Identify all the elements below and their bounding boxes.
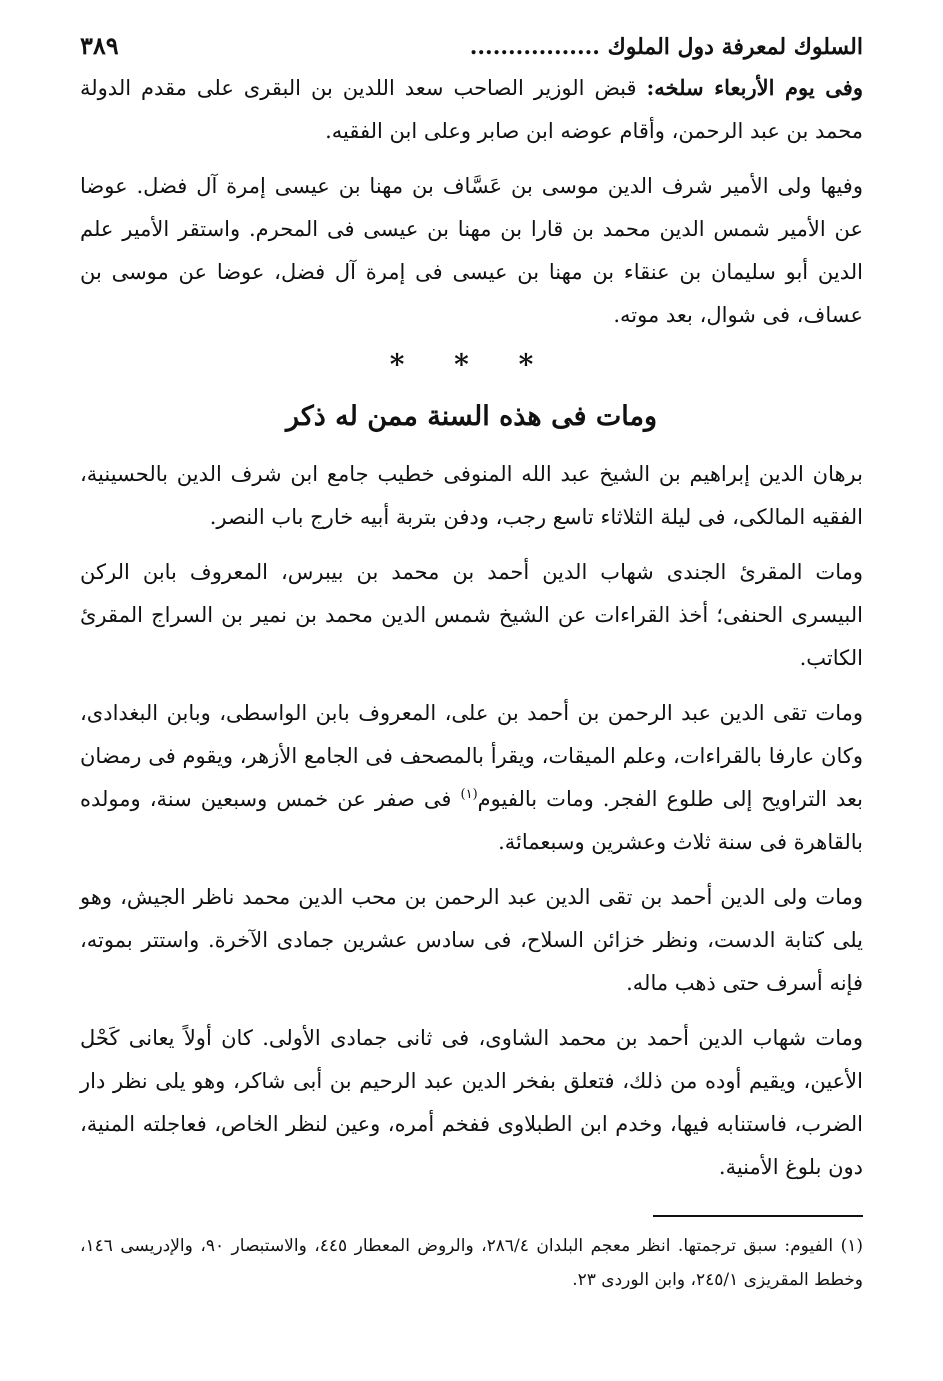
running-header: [80, 30, 863, 66]
paragraph-text: قبض الوزير الصاحب سعد اللدين بن البقرى على مقدم الدولة محمد بن عبد الرحمن، وأقام عوضه ابن صابر وعلى ابن الفقيه.: [80, 76, 863, 143]
obituary-entry: [80, 876, 863, 1005]
paragraph-lead: وفى يوم الأربعاء سلخه:: [646, 75, 863, 100]
footnote-marker: (١): [840, 1236, 863, 1256]
obituary-text: ومات تقى الدين عبد الرحمن بن أحمد بن على، المعروف بابن الواسطى، وبابن البغدادى، وكان عارفا بالقراءات، وعلم الميقات، ويقرأ بالمصحف فى الجامع الأزهر، ويقوم فى رمضان بعد التراويح إلى طلوع الفجر. ومات بالفيوم: [80, 701, 863, 811]
running-title: السلوك لمعرفة دول الملوك .................: [469, 34, 863, 60]
obituary-text: فى صفر عن خمس وسبعين سنة، ومولده بالقاهرة فى سنة ثلاث وعشرين وسبعمائة.: [80, 787, 863, 854]
section-heading: ومات فى هذه السنة ممن له ذكر: [285, 401, 658, 432]
footnote-reference[interactable]: (١): [460, 787, 478, 802]
footnote-divider: [653, 1215, 863, 1217]
paragraph-emirate: [80, 165, 863, 337]
obituary-text: برهان الدين إبراهيم بن الشيخ عبد الله المنوفى خطيب جامع ابن شرف الدين بالحسينية، الفقيه المالكى، فى ليلة الثلاثاء تاسع رجب، ودفن بتربة أبيه خارج باب النصر.: [80, 462, 863, 529]
obituary-entry: [80, 453, 863, 539]
obituary-entry: [80, 551, 863, 680]
footnote-text: الفيوم: سبق ترجمتها. انظر معجم البلدان ٢٨٦/٤، والروض المعطار ٤٤٥، والاستبصار ٩٠، والإدريسى ١٤٦، وخطط المقريزى ٢٤٥/١، وابن الوردى ٢٣.: [80, 1236, 863, 1290]
obituary-text: ومات شهاب الدين أحمد بن محمد الشاوى، فى ثانى جمادى الأولى. كان أولاً يعانى كَحْل الأعين، ويقيم أوده من ذلك، فتعلق بفخر الدين عبد الرحيم بن أبى شاكر، وهو يلى نظر دار الضرب، فاستنابه فيها، وخدم ابن الطبلاوى ففخم أمره، وعين لنظر الخاص، فعاجلته المنية، دون بلوغ الأمنية.: [80, 1026, 863, 1179]
obituary-text: ومات ولى الدين أحمد بن تقى الدين عبد الرحمن بن محب الدين محمد ناظر الجيش، وهو يلى كتابة الدست، ونظر خزائن السلاح، فى سادس عشرين جمادى الآخرة. واستتر بموته، فإنه أسرف حتى ذهب ماله.: [80, 885, 863, 995]
obituary-entry: [80, 692, 863, 864]
obituary-text: ومات المقرئ الجندى شهاب الدين أحمد بن محمد بن بيبرس، المعروف بابن الركن البيسرى الحنفى؛ أخذ القراءات عن الشيخ شمس الدين محمد بن نمير بن السراج المقرئ الكاتب.: [80, 560, 863, 670]
paragraph-text: وفيها ولى الأمير شرف الدين موسى بن عَسَّاف بن مهنا بن عيسى إمرة آل فضل. عوضا عن الأمير شمس الدين محمد بن قارا بن مهنا بن عيسى فى المحرم. واستقر الأمير علم الدين أبو سليمان بن عنقاء بن مهنا بن عيسى فى إمرة آل فضل، عوضا عن موسى بن عساف، فى شوال، بعد موته.: [80, 174, 863, 327]
section-separator: * * *: [389, 348, 554, 381]
footnote: [80, 1229, 863, 1297]
page-number: ٣٨٩: [80, 31, 119, 60]
paragraph-arrest: [80, 66, 863, 153]
obituary-entry: [80, 1017, 863, 1189]
